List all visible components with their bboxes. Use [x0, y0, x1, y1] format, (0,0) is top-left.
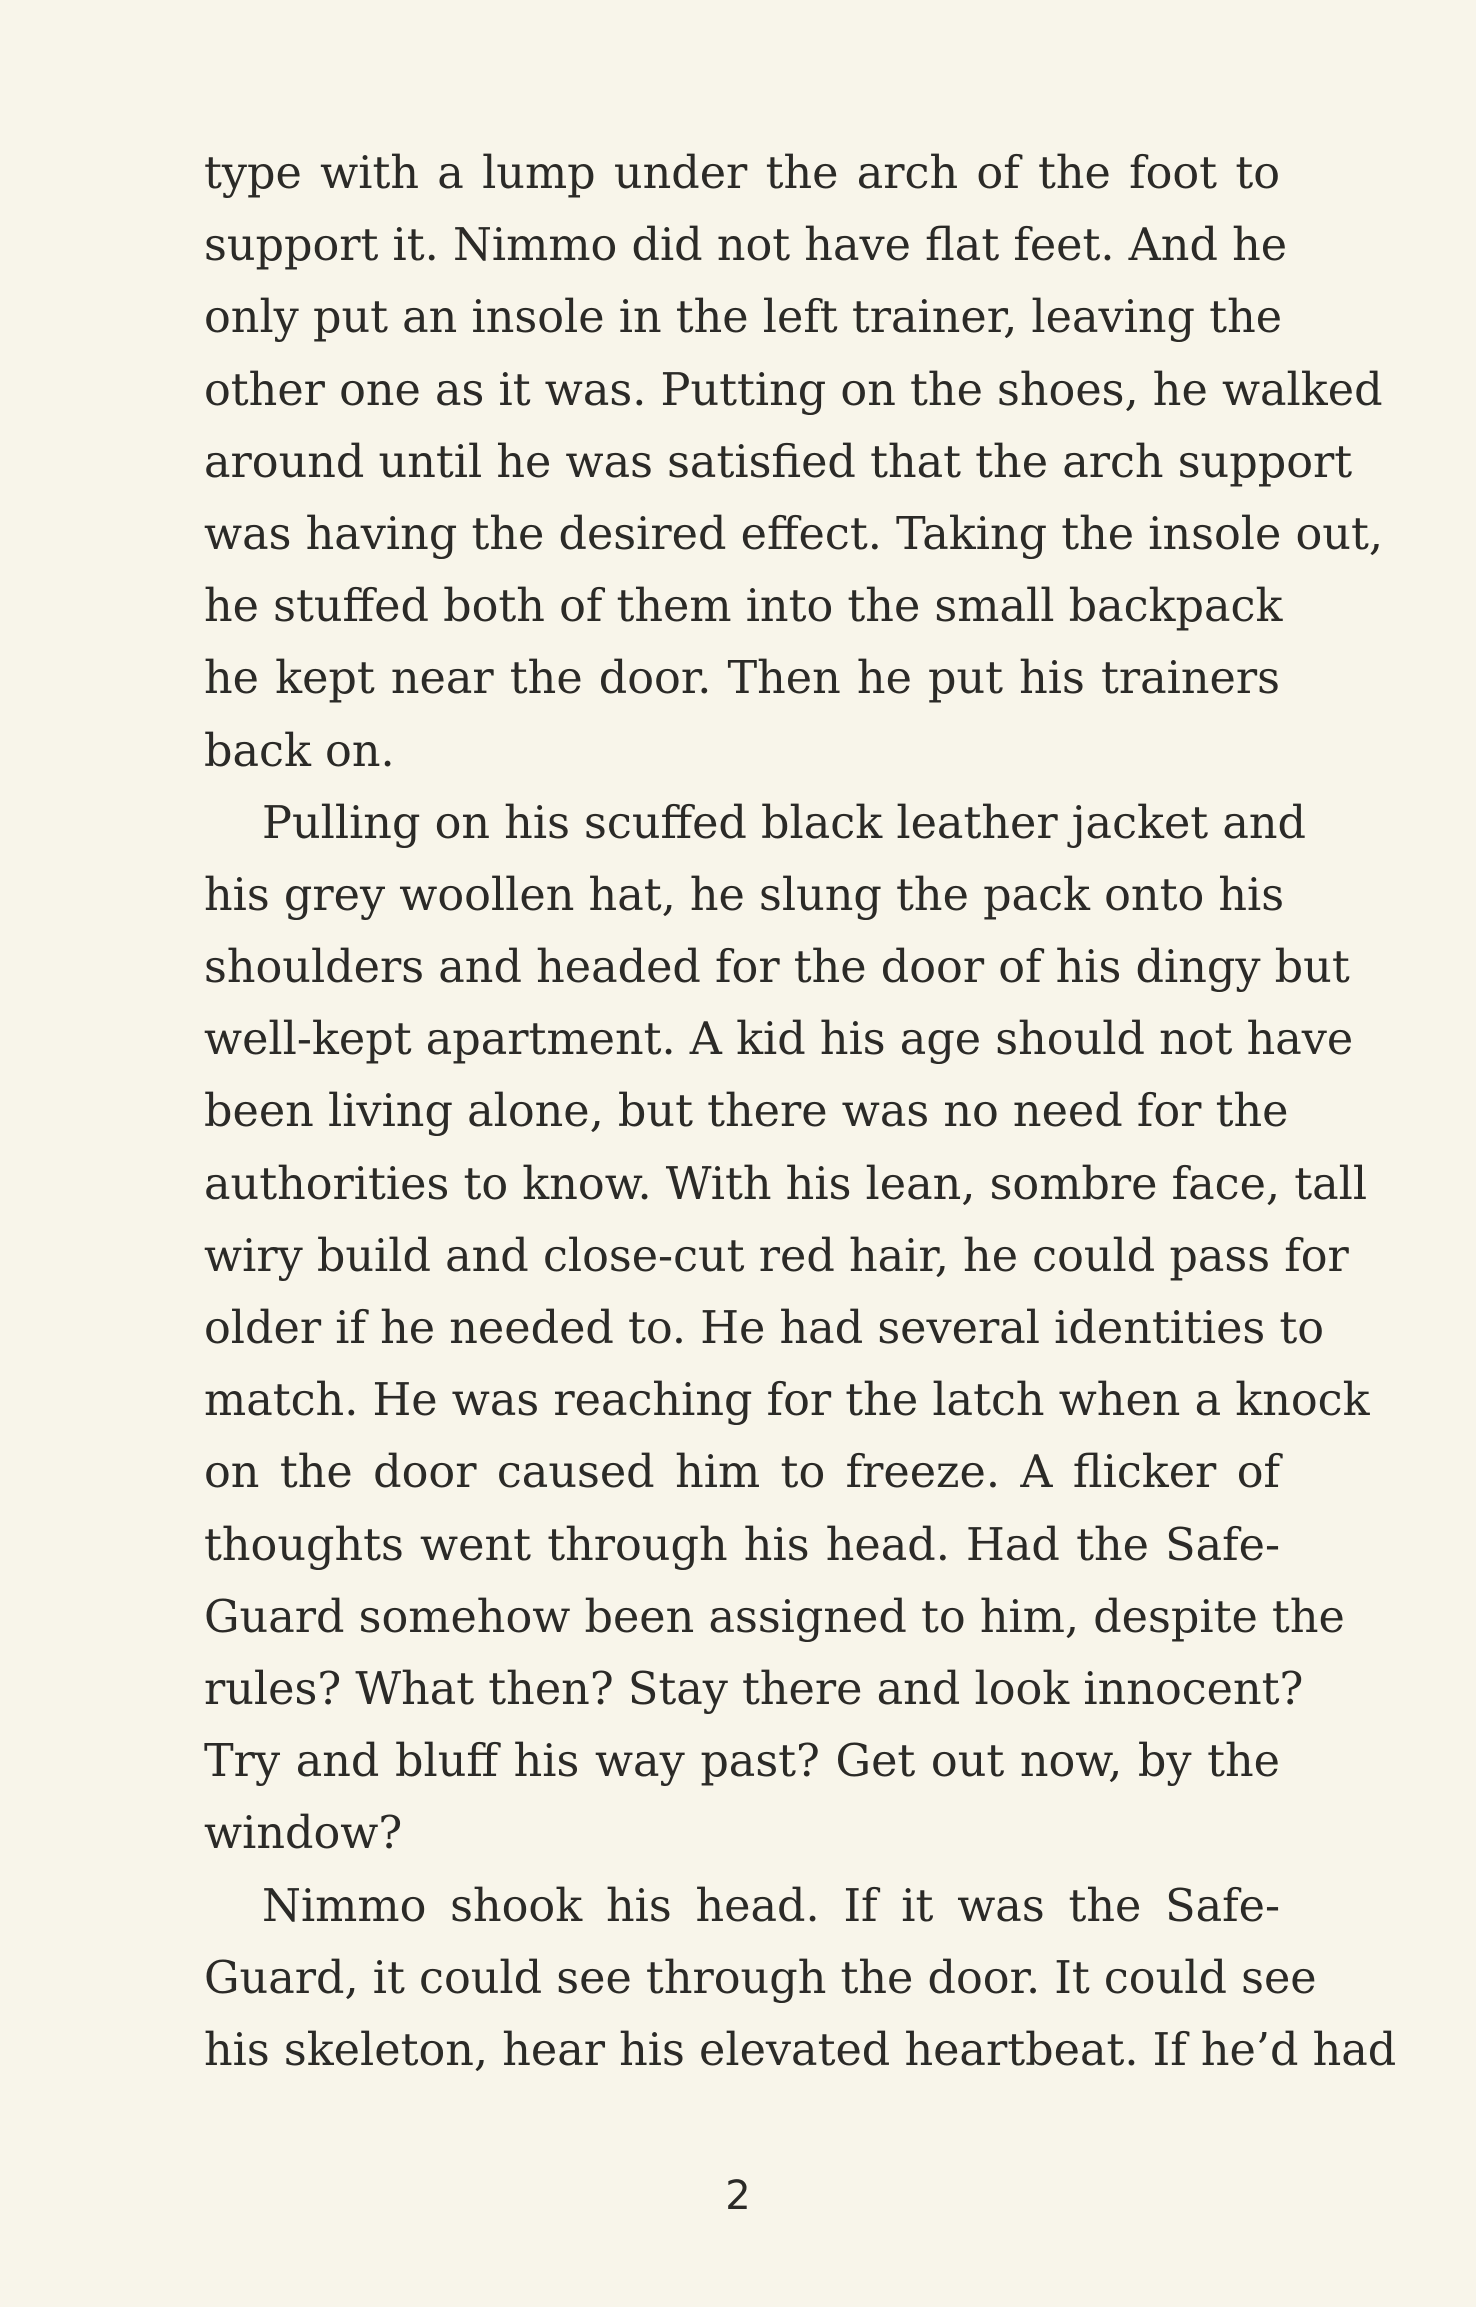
text-line: type with a lump under the arch of the foot to: [204, 148, 1280, 199]
text-line: his skeleton, hear his elevated heartbeat. If he’d had: [204, 2024, 1397, 2076]
text-line: Guard, it could see through the door. It could see: [204, 1952, 1317, 2004]
paragraph-2: [204, 788, 1370, 1871]
text-line: his grey woollen hat, he slung the pack onto his: [204, 869, 1285, 921]
page-number: 2: [725, 2173, 751, 2219]
text-line: back on.: [204, 725, 395, 777]
text-line: Try and bluff his way past? Get out now, by the: [204, 1736, 1280, 1788]
text-line: match. He was reaching for the latch when a knock: [204, 1375, 1370, 1427]
text-line: Nimmo shook his head. If it was the Safe-: [262, 1880, 1280, 1932]
text-line: wiry build and close-cut red hair, he could pass for: [204, 1230, 1349, 1282]
text-line: been living alone, but there was no need for the: [204, 1086, 1289, 1138]
paragraph-3: [204, 1871, 1397, 2088]
text-line: was having the desired effect. Taking the insole out,: [204, 508, 1383, 560]
body-text: [204, 138, 1397, 2087]
text-line: rules? What then? Stay there and look innocent?: [204, 1663, 1304, 1715]
text-line: support it. Nimmo did not have flat feet. And he: [204, 220, 1288, 272]
paragraph-1: [204, 138, 1383, 788]
text-line: on the door caused him to freeze. A flicker of: [204, 1447, 1280, 1499]
text-line: he kept near the door. Then he put his trainers: [204, 653, 1280, 705]
text-line: around until he was satisfied that the arch support: [204, 436, 1353, 488]
text-line: he stuffed both of them into the small backpack: [204, 581, 1283, 633]
text-line: only put an insole in the left trainer, leaving the: [204, 292, 1283, 344]
text-line: authorities to know. With his lean, sombre face, tall: [204, 1158, 1368, 1210]
text-line: Pulling on his scuffed black leather jacket and: [262, 797, 1306, 849]
text-line: other one as it was. Putting on the shoes, he walked: [204, 364, 1383, 416]
text-line: thoughts went through his head. Had the Safe-: [204, 1519, 1280, 1571]
text-line: Guard somehow been assigned to him, despite the: [204, 1591, 1345, 1643]
text-line: older if he needed to. He had several identities to: [204, 1303, 1325, 1354]
text-line: well-kept apartment. A kid his age should not have: [204, 1014, 1354, 1066]
text-line: shoulders and headed for the door of his dingy but: [204, 942, 1350, 994]
text-line: window?: [204, 1808, 403, 1860]
